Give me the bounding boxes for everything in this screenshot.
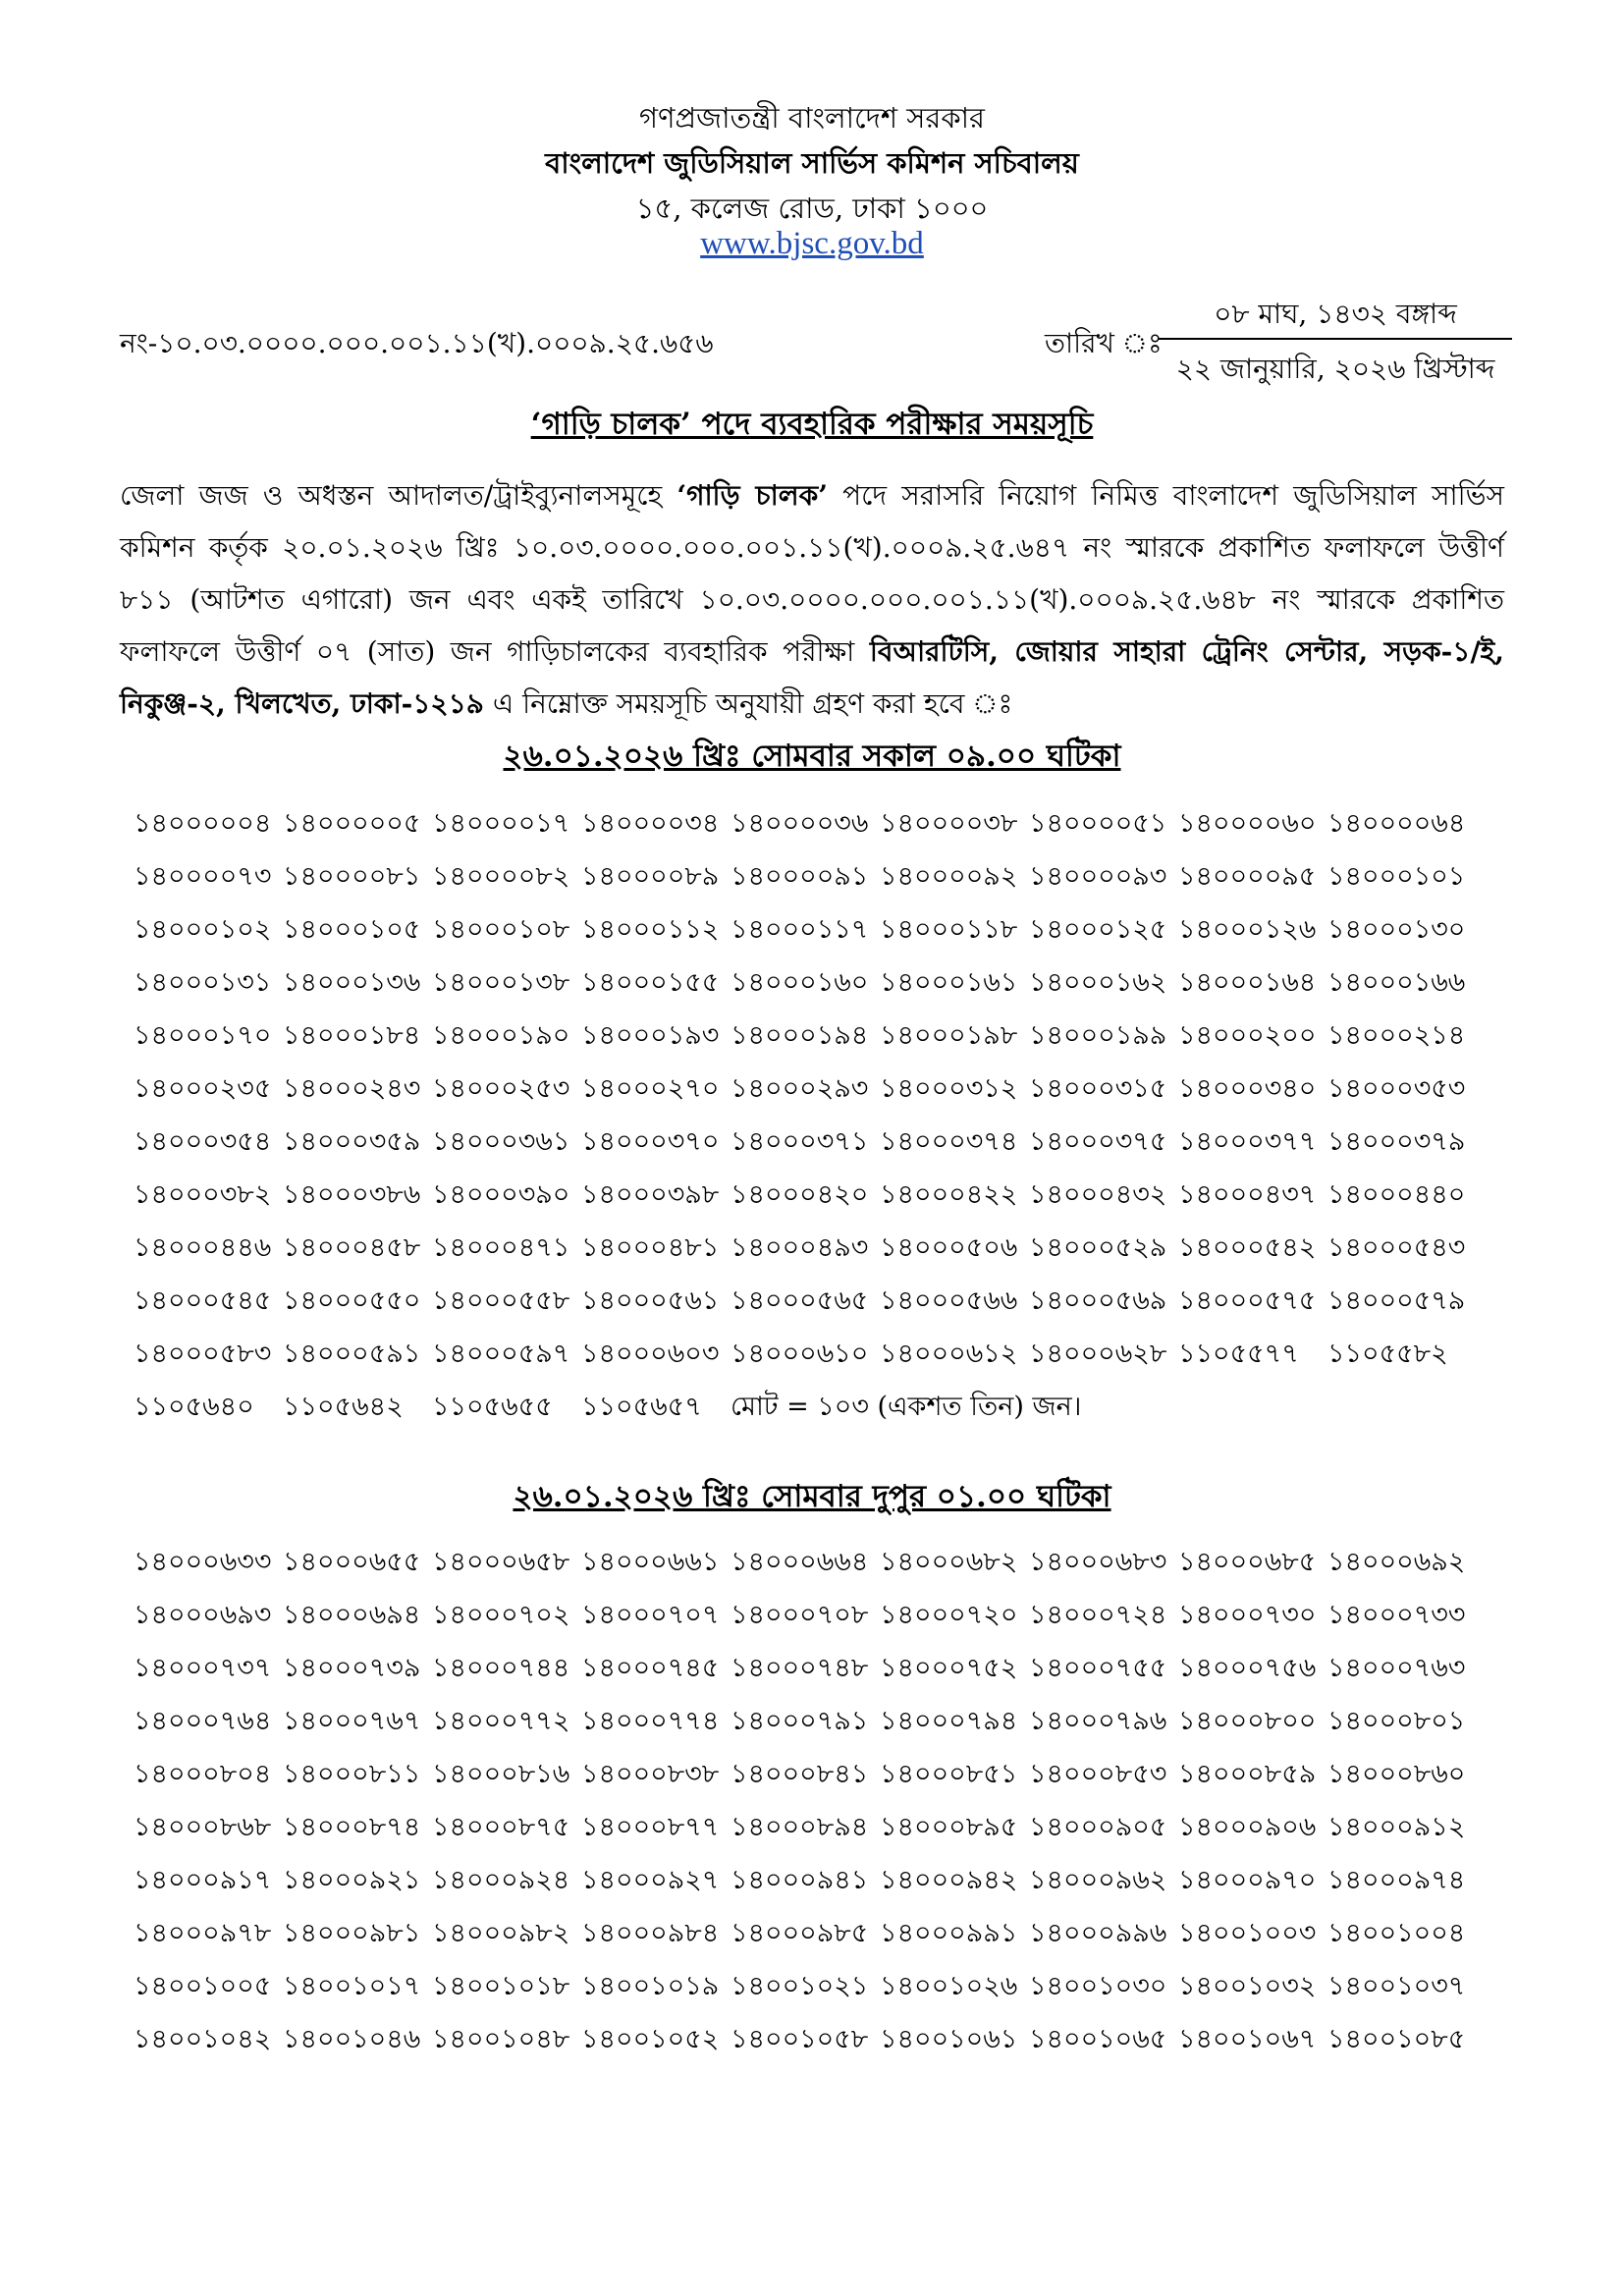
roll-number: ১৪০০০৭৪৪ [432,1653,570,1683]
roll-number: ১৪০০০১৩৮ [432,967,570,998]
roll-number: ১৪০০১০৬১ [880,2024,1018,2054]
roll-number: ১৪০০০৭৩৭ [134,1653,272,1683]
roll-number: ১৪০০০০০৫ [283,808,421,839]
roll-number: ১৪০০০১০১ [1327,861,1466,892]
roll-number: ১৪০০১০১৭ [283,1971,421,2001]
roll-number: ১৪০০০৯৪২ [880,1865,1018,1895]
roll-number: ১১০৫৬৪০ [134,1392,254,1422]
roll-number: ১৪০০০০৯১ [731,861,869,892]
roll-number: ১৪০০০৫৬৬ [880,1285,1018,1316]
date-bangla: ০৮ মাঘ, ১৪৩২ বঙ্গাব্দ [1214,298,1457,330]
roll-number: ১৪০০০৩৮২ [134,1179,272,1210]
roll-number: ১৪০০০৮৯৪ [731,1812,869,1842]
roll-number: ১৪০০০১৯৯ [1029,1020,1167,1051]
exam-venue: বিআরটিসি, জোয়ার সাহারা ট্রেনিং সেন্টার, সড়ক-১/ই, নিকুঞ্জ-২, খিলখেত, ঢাকা-১২১৯ [120,635,1504,720]
roll-number: ১৪০০০১০৫ [283,914,421,945]
roll-number: ১৪০০০৭৩৯ [283,1653,421,1683]
roll-row [134,1334,1547,1387]
roll-number: ১৪০০০৭৭২ [432,1706,570,1736]
roll-number: ১৪০০০০৯৫ [1178,861,1317,892]
roll-number: ১৪০০০৫৫০ [283,1285,421,1316]
roll-number: ১৪০০০১৯৮ [880,1020,1018,1051]
roll-number: ১৪০০১০৪৬ [283,2024,421,2054]
roll-number: ১৪০০০৫৬৫ [731,1285,869,1316]
roll-number: ১৪০০০৩৮৬ [283,1179,421,1210]
intro-text-3: এ নিম্নোক্ত সময়সূচি অনুযায়ী গ্রহণ করা হবে ঃ [483,687,1013,720]
office-address: ১৫, কলেজ রোড, ঢাকা ১০০০ [635,191,989,225]
morning-session-roll-list [134,803,1547,1440]
roll-number: ১৪০০১০৫২ [581,2024,720,2054]
roll-number: ১৪০০০৩৭৪ [880,1126,1018,1157]
roll-number: ১৪০০০৮৩৮ [581,1759,720,1789]
roll-number: ১৪০০০৯২১ [283,1865,421,1895]
roll-number: ১৪০০০৫২৯ [1029,1232,1167,1263]
roll-number: ১৪০০০৭২০ [880,1600,1018,1630]
intro-paragraph [120,469,1504,730]
roll-row [134,1807,1547,1860]
roll-row [134,1542,1547,1595]
roll-number: ১৪০০০০৫১ [1029,808,1167,839]
roll-number: ১৪০০০৬৮৩ [1029,1547,1167,1577]
roll-number: ১৪০০০৯৮১ [283,1918,421,1948]
afternoon-session-heading-text: ২৬.০১.২০২৬ খ্রিঃ সোমবার দুপুর ০১.০০ ঘটিকা [513,1479,1111,1514]
roll-number: ১৪০০০৭৭৪ [581,1706,720,1736]
roll-number: ১৪০০০৪৩২ [1029,1179,1167,1210]
roll-number: ১৪০০০৯৮৪ [581,1918,720,1948]
notice-title [0,401,1624,452]
roll-row [134,962,1547,1015]
roll-number: ১৪০০০৬৫৫ [283,1547,421,1577]
roll-number: ১৪০০০২৩৫ [134,1073,272,1104]
roll-number: ১৪০০০০৮২ [432,861,570,892]
roll-number: ১৪০০০১৩১ [134,967,272,998]
roll-number: ১৪০০০৯৭০ [1178,1865,1317,1895]
roll-number: ১৪০০০০১৭ [432,808,570,839]
roll-number: ১৪০০০৪৩৭ [1178,1179,1317,1210]
roll-number: ১৪০০০০৩৪ [581,808,720,839]
roll-number: ১৪০০০৩৫৩ [1327,1073,1466,1104]
roll-number: ১৪০০০৫৬১ [581,1285,720,1316]
roll-number: ১৪০০০২৪৩ [283,1073,421,1104]
roll-number: ১৪০০১০৬৫ [1029,2024,1167,2054]
roll-number: ১৪০০০৯২৪ [432,1865,570,1895]
roll-number: ১৪০০০৬১০ [731,1339,869,1369]
roll-number: ১৪০০০৭৯৬ [1029,1706,1167,1736]
date-english: ২২ জানুয়ারি, ২০২৬ খ্রিস্টাব্দ [1175,353,1495,385]
roll-row [134,909,1547,962]
roll-row [134,2019,1547,2072]
roll-number: ১৪০০০৮০৪ [134,1759,272,1789]
roll-number: ১৪০০০১৮৪ [283,1020,421,1051]
roll-number: ১৪০০০২০০ [1178,1020,1317,1051]
roll-number: ১৪০০০৪৪০ [1327,1179,1466,1210]
roll-number: ১৪০০১০০৩ [1178,1918,1317,1948]
roll-number: ১৪০০০৩৭৭ [1178,1126,1317,1157]
roll-number: ১৪০০০৭৯১ [731,1706,869,1736]
roll-number: ১৪০০০৫৯৭ [432,1339,570,1369]
roll-number: ১৪০০১০১৮ [432,1971,570,2001]
roll-number: ১৪০০০৭৫৫ [1029,1653,1167,1683]
roll-number: ১৪০০০১০২ [134,914,272,945]
roll-number: ১৪০০০১৯৪ [731,1020,869,1051]
roll-number: ১৪০০১০৩০ [1029,1971,1167,2001]
roll-number: ১৪০০০৫৪২ [1178,1232,1317,1263]
roll-number: ১৪০০০৫০৬ [880,1232,1018,1263]
roll-number: ১৪০০০১৯৩ [581,1020,720,1051]
roll-number: ১৪০০০৩৯৮ [581,1179,720,1210]
roll-number: ১৪০০০১৩০ [1327,914,1466,945]
website-link[interactable]: www.bjsc.gov.bd [700,226,924,261]
intro-text-1: জেলা জজ ও অধস্তন আদালত/ট্রাইব্যুনালসমূহে [120,479,677,512]
roll-number: ১৪০০০৮৭৪ [283,1812,421,1842]
roll-number: ১৪০০১০২৬ [880,1971,1018,2001]
roll-number: ১৪০০০১০৮ [432,914,570,945]
commission-name: বাংলাদেশ জুডিসিয়াল সার্ভিস কমিশন সচিবালয় [545,146,1079,180]
roll-number: ১৪০০০৭০৮ [731,1600,869,1630]
roll-number: ১৪০০০২১৪ [1327,1020,1466,1051]
government-name: গণপ্রজাতন্ত্রী বাংলাদেশ সরকার [638,101,986,135]
roll-number: ১৪০০০৮০০ [1178,1706,1317,1736]
roll-number: ১৪০০০৭৩০ [1178,1600,1317,1630]
roll-number: ১৪০০০৭৬৩ [1327,1653,1466,1683]
roll-number: ১৪০০০৬৩৩ [134,1547,272,1577]
roll-number: ১৪০০১০৩৭ [1327,1971,1466,2001]
roll-number: ১৪০০০৩১৫ [1029,1073,1167,1104]
roll-number: ১৪০০০২৭০ [581,1073,720,1104]
roll-number: ১৪০০১০৪২ [134,2024,272,2054]
roll-number: ১৪০০০০৩৮ [880,808,1018,839]
roll-number: ১৪০০০৬১২ [880,1339,1018,1369]
roll-number: ১৪০০০৮৫৩ [1029,1759,1167,1789]
roll-number: ১৪০০০৮৪১ [731,1759,869,1789]
roll-number: ১৪০০০৬৬৪ [731,1547,869,1577]
roll-number: ১৪০০০১৩৬ [283,967,421,998]
roll-number: ১৪০০০৯৮২ [432,1918,570,1948]
roll-number: ১৪০০০৪২২ [880,1179,1018,1210]
roll-row [134,1913,1547,1966]
roll-number: ১৪০০০৬৯৩ [134,1600,272,1630]
roll-number: ১৪০০০৩৭১ [731,1126,869,1157]
roll-number: ১৪০০০৯৭৮ [134,1918,272,1948]
roll-number: ১৪০০০৫৮৩ [134,1339,272,1369]
roll-number: ১৪০০০৮৫৯ [1178,1759,1317,1789]
roll-number: ১৪০০০১৬১ [880,967,1018,998]
memo-number: নং-১০.০৩.০০০০.০০০.০০১.১১(খ).০০০৯.২৫.৬৫৬ [120,327,714,359]
roll-number: ১৪০০১০১৯ [581,1971,720,2001]
roll-number: ১৪০০০১৬২ [1029,967,1167,998]
roll-number: ১৪০০১০৪৮ [432,2024,570,2054]
morning-session-heading-text: ২৬.০১.২০২৬ খ্রিঃ সোমবার সকাল ০৯.০০ ঘটিকা [503,738,1121,774]
roll-number: ১৪০০০০৯২ [880,861,1018,892]
roll-number: ১৪০০০৭৯৪ [880,1706,1018,1736]
date-divider [1159,338,1512,340]
roll-number: ১৪০০০১১৭ [731,914,869,945]
roll-number: ১৪০০০৯২৭ [581,1865,720,1895]
roll-number: ১৪০০০৬২৮ [1029,1339,1167,1369]
roll-number: ১৪০০০৭৩৩ [1327,1600,1466,1630]
afternoon-session-roll-list [134,1542,1547,2072]
roll-number: ১৪০০০৭৫৬ [1178,1653,1317,1683]
roll-number: ১৪০০০১৫৫ [581,967,720,998]
roll-number: ১৪০০০৮৭৫ [432,1812,570,1842]
roll-row [134,1068,1547,1121]
roll-row [134,1281,1547,1334]
roll-number: ১৪০০১০৮৫ [1327,2024,1466,2054]
roll-number: ১৪০০০৩১২ [880,1073,1018,1104]
roll-number: ১৪০০০৩৬১ [432,1126,570,1157]
roll-number: ১৪০০০৪৪৬ [134,1232,272,1263]
roll-number: ১৪০০০৮৫১ [880,1759,1018,1789]
roll-number: ১১০৫৫৭৭ [1178,1339,1299,1369]
roll-number: ১৪০০০০০৪ [134,808,272,839]
roll-number: ১৪০০০০৮৯ [581,861,720,892]
roll-number: ১৪০০১০৩২ [1178,1971,1317,2001]
roll-number: ১৪০০০৬৮২ [880,1547,1018,1577]
roll-number: ১৪০০০১১২ [581,914,720,945]
roll-number: ১১০৫৬৫৫ [432,1392,553,1422]
roll-row [134,1754,1547,1807]
roll-number: ১৪০০০১৯০ [432,1020,570,1051]
roll-number: ১৪০০০৯৭৪ [1327,1865,1466,1895]
roll-number: ১৪০০০৮৬৮ [134,1812,272,1842]
roll-number: ১৪০০০৭০৭ [581,1600,720,1630]
roll-row [134,1387,1547,1440]
roll-number: ১৪০০০৯০৬ [1178,1812,1317,1842]
roll-number: ১৪০০০১৬৪ [1178,967,1317,998]
roll-number: ১৪০০০৪২০ [731,1179,869,1210]
roll-number: ১৪০০০১৭০ [134,1020,272,1051]
roll-number: ১৪০০০৫৪৩ [1327,1232,1466,1263]
roll-row [134,1701,1547,1754]
roll-number: ১৪০০১০০৪ [1327,1918,1466,1948]
roll-number: ১৪০০০৬৯৪ [283,1600,421,1630]
roll-number: ১৪০০০৯৯৬ [1029,1918,1167,1948]
roll-number: ১৪০০০০৩৬ [731,808,869,839]
roll-number: ১৪০০০৫৭৯ [1327,1285,1466,1316]
roll-number: ১৪০০০৫৬৯ [1029,1285,1167,1316]
roll-number: ১৪০০০৬৮৫ [1178,1547,1317,1577]
session-total: মোট = ১০৩ (একশত তিন) জন। [731,1392,1082,1422]
roll-number: ১৪০০০৫৭৫ [1178,1285,1317,1316]
roll-number: ১৪০০০৮১৬ [432,1759,570,1789]
roll-number: ১৪০০০৭৪৮ [731,1653,869,1683]
roll-number: ১৪০০০৪৫৮ [283,1232,421,1263]
roll-row [134,1966,1547,2019]
roll-number: ১৪০০০০৯৩ [1029,861,1167,892]
roll-number: ১৪০০০৮৯৫ [880,1812,1018,1842]
roll-number: ১৪০০০৭০২ [432,1600,570,1630]
roll-number: ১৪০০০৯৬২ [1029,1865,1167,1895]
roll-number: ১৪০০০৯৯১ [880,1918,1018,1948]
roll-number: ১৪০০০১৬০ [731,967,869,998]
roll-number: ১৪০০১০২১ [731,1971,869,2001]
roll-number: ১৪০০০১২৫ [1029,914,1167,945]
roll-number: ১৪০০০৯৪১ [731,1865,869,1895]
roll-number: ১৪০০০৭৬৭ [283,1706,421,1736]
roll-number: ১৪০০০৩৫৯ [283,1126,421,1157]
roll-number: ১৪০০০৮৭৭ [581,1812,720,1842]
roll-number: ১৪০০০৭৪৫ [581,1653,720,1683]
roll-number: ১৪০০০৩৫৪ [134,1126,272,1157]
post-name: ‘গাড়ি চালক’ [677,479,828,512]
roll-number: ১৪০০০৮৬০ [1327,1759,1466,1789]
roll-row [134,1595,1547,1648]
roll-row [134,1121,1547,1175]
roll-number: ১৪০০০০৬০ [1178,808,1317,839]
roll-number: ১৪০০০২৫৩ [432,1073,570,1104]
roll-number: ১৪০০০৪৮১ [581,1232,720,1263]
roll-number: ১১০৫৬৪২ [283,1392,404,1422]
intro-text-2: পদে সরাসরি নিয়োগ নিমিত্ত বাংলাদেশ জুডিসিয়াল সার্ভিস কমিশন কর্তৃক ২০.০১.২০২৬ খ্রিঃ ১০.০৩.০০০০.০০০.০০১.১১(খ).০০০৯.২৫.৬৪৭ নং স্মারকে প্রকাশিত ফলাফলে উত্তীর্ণ ৮১১ (আটশত এগারো) জন এবং একই তারিখে ১০.০৩.০০০০.০০০.০০১.১১(খ).০০০৯.২৫.৬৪৮ নং স্মারকে প্রকাশিত ফলাফলে উত্তীর্ণ ০৭ (সাত) জন গাড়িচালকের ব্যবহারিক পরীক্ষা [120,479,1504,668]
roll-row [134,1860,1547,1913]
roll-number: ১৪০০০৯৮৫ [731,1918,869,1948]
roll-number: ১৪০০০৩৭৫ [1029,1126,1167,1157]
roll-number: ১৪০০০৯০৫ [1029,1812,1167,1842]
roll-number: ১৪০০১০৬৭ [1178,2024,1317,2054]
roll-number: ১৪০০০১২৬ [1178,914,1317,945]
roll-number: ১৪০০০৬০৩ [581,1339,720,1369]
roll-number: ১৪০০০৫৫৮ [432,1285,570,1316]
roll-row [134,1648,1547,1701]
roll-number: ১৪০০০৮০১ [1327,1706,1466,1736]
roll-row [134,1175,1547,1228]
roll-number: ১১০৫৫৮২ [1327,1339,1448,1369]
roll-number: ১৪০০১০০৫ [134,1971,272,2001]
roll-number: ১৪০০০০৮১ [283,861,421,892]
roll-number: ১৪০০০৭৫২ [880,1653,1018,1683]
roll-number: ১৪০০০৩৭০ [581,1126,720,1157]
roll-number: ১৪০০১০৫৮ [731,2024,869,2054]
afternoon-session-heading [0,1473,1624,1524]
roll-number: ১৪০০০৩৪০ [1178,1073,1317,1104]
roll-row [134,1015,1547,1068]
roll-number: ১৪০০০২৯৩ [731,1073,869,1104]
roll-number: ১৪০০০৩৭৯ [1327,1126,1466,1157]
roll-number: ১৪০০০০৭৩ [134,861,272,892]
roll-number: ১৪০০০৪৯৩ [731,1232,869,1263]
morning-session-heading [0,733,1624,784]
roll-number: ১৪০০০১১৮ [880,914,1018,945]
roll-number: ১১০৫৬৫৭ [581,1392,702,1422]
roll-row [134,803,1547,856]
roll-number: ১৪০০০৯১২ [1327,1812,1466,1842]
date-label: তারিখ ঃ [1045,327,1163,359]
roll-number: ১৪০০০৩৯০ [432,1179,570,1210]
roll-number: ১৪০০০৮১১ [283,1759,421,1789]
roll-number: ১৪০০০৫৪৫ [134,1285,272,1316]
roll-number: ১৪০০০৬৬১ [581,1547,720,1577]
roll-number: ১৪০০০৬৫৮ [432,1547,570,1577]
roll-number: ১৪০০০১৬৬ [1327,967,1466,998]
roll-row [134,1228,1547,1281]
roll-number: ১৪০০০৭৬৪ [134,1706,272,1736]
roll-number: ১৪০০০০৬৪ [1327,808,1466,839]
roll-number: ১৪০০০৬৯২ [1327,1547,1466,1577]
roll-number: ১৪০০০৭২৪ [1029,1600,1167,1630]
roll-row [134,856,1547,909]
notice-title-text: ‘গাড়ি চালক’ পদে ব্যবহারিক পরীক্ষার সময়সূচি [530,407,1094,442]
roll-number: ১৪০০০৫৯১ [283,1339,421,1369]
roll-number: ১৪০০০৪৭১ [432,1232,570,1263]
roll-number: ১৪০০০৯১৭ [134,1865,272,1895]
